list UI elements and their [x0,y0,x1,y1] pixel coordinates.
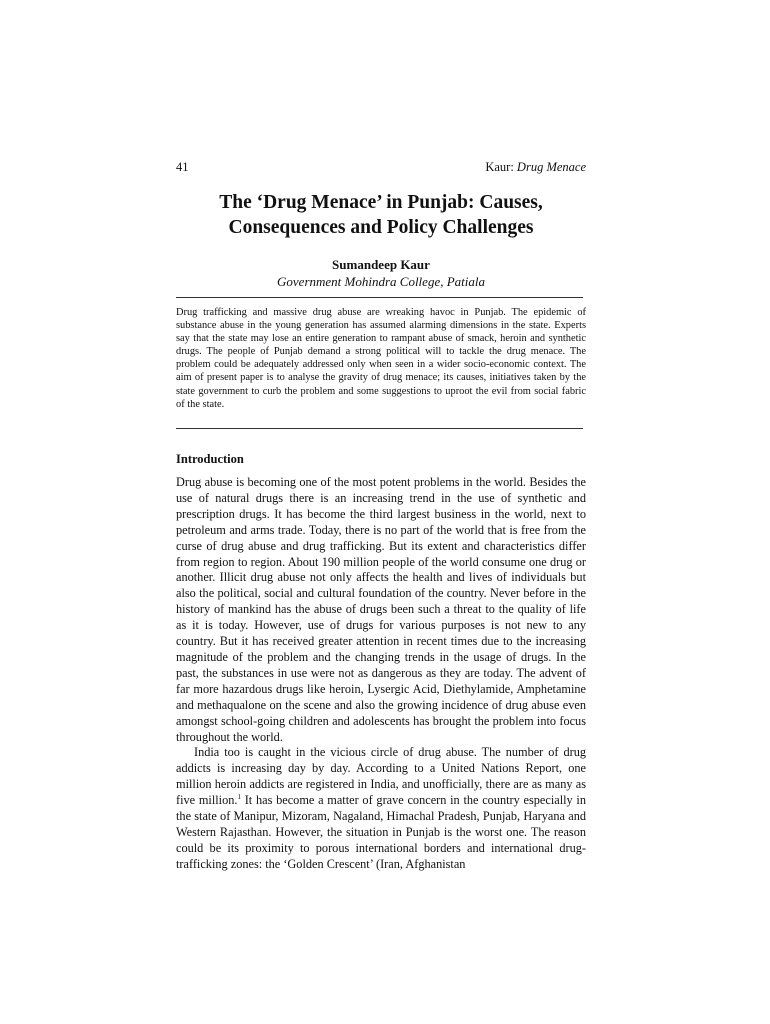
running-head-title: Drug Menace [516,160,586,174]
abstract-bottom-rule [176,428,583,429]
page-number: 41 [176,160,189,174]
running-head-right [485,160,586,175]
paragraph-2-text-start: India too is caught in the vicious circle of drug abuse. The number of drug addicts is increasing day by day. According to a United Nations Report, one million heroin addicts are registered in India, and unofficially, there are as many as five million. [176,745,586,808]
running-head [176,160,586,175]
footnote-marker[interactable]: 1 [237,793,241,802]
article-title [176,190,586,240]
article-title-line-2: Consequences and Policy Challenges [228,217,534,238]
introduction-body [176,475,586,873]
abstract-top-rule [176,297,583,298]
author-name: Sumandeep Kaur [332,257,430,272]
article-title-line-1: The ‘Drug Menace’ in Punjab: Causes, [219,192,543,213]
introduction-heading: Introduction [176,452,244,466]
paragraph-2-text-end: It has become a matter of grave concern in the country especially in the state of Manipur, Mizoram, Nagaland, Himachal Pradesh, Punjab, Haryana and Western Rajasthan. However, the situation in Punjab is the worst one. The reason could be its proximity to porous international borders and international drug-trafficking zones: the ‘Golden Crescent’ (Iran, Afghanistan [176,793,586,871]
running-head-author: Kaur: [485,160,514,174]
introduction-paragraph-1: Drug abuse is becoming one of the most potent problems in the world. Besides the use of natural drugs there is an increasing trend in the use of synthetic and prescription drugs. It has become the third largest business in the world, next to petroleum and arms trade. Today, there is no part of the world that is free from the curse of drug abuse and drug trafficking. But its extent and characteristics differ from region to region. About 190 million people of the world consume one drug or another. Illicit drug abuse not only affects the health and lives of individuals but also the political, social and cultural foundation of the country. Never before in the history of mankind has the abuse of drugs been such a threat to the quality of life as it is today. However, use of drugs for various purposes is not new to any country. But it has received greater attention in recent times due to the increasing magnitude of the problem and the changing trends in the usage of drugs. In the past, the substances in use were not as dangerous as they are today. The advent of far more hazardous drugs like heroin, Lysergic Acid, Diethylamide, Amphetamine and methaqualone on the scene and also the growing incidence of drug abuse even amongst school-going children and adolescents has brought the problem into focus throughout the world. [176,475,586,744]
abstract: Drug trafficking and massive drug abuse are wreaking havoc in Punjab. The epidemic of substance abuse in the young generation has assumed alarming dimensions in the state. Experts say that the state may lose an entire generation to rampant abuse of smack, heroin and synthetic drugs. The people of Punjab demand a strong political will to tackle the drug menace. The problem could be adequately addressed only when seen in a wider socio-economic context. The aim of present paper is to analyse the gravity of drug menace; its causes, initiatives taken by the state government to curb the problem and some suggestions to uproot the evil from social fabric of the state. [176,307,586,410]
introduction-paragraph-2 [176,745,586,872]
author-affiliation: Government Mohindra College, Patiala [277,274,485,289]
